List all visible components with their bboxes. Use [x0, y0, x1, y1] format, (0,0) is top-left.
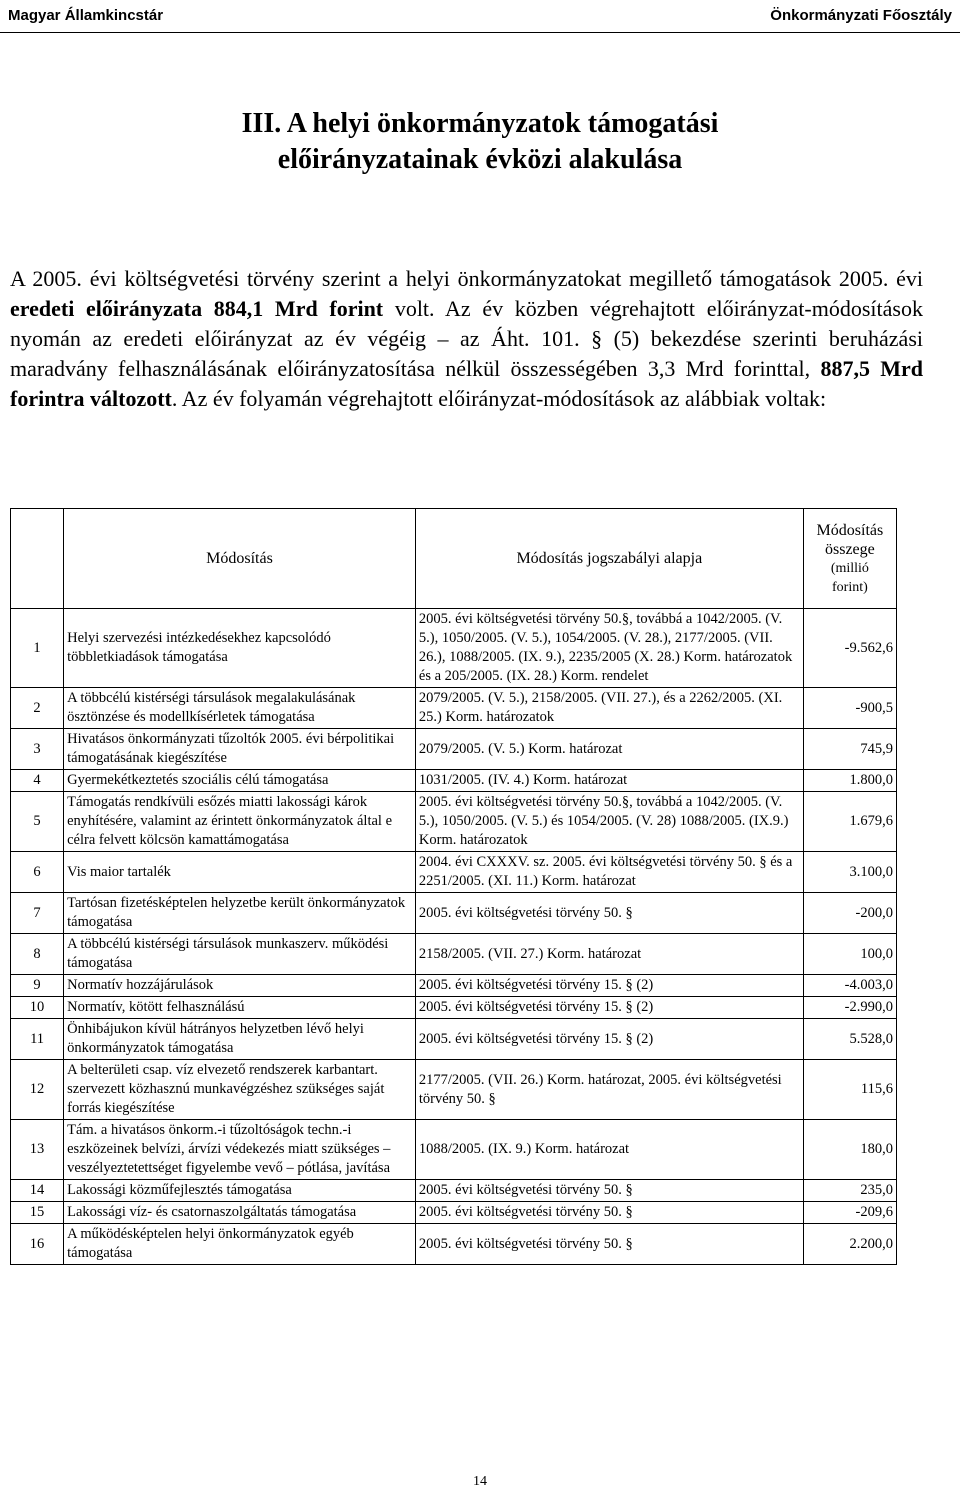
cell-num: 11 — [11, 1019, 64, 1060]
cell-law: 2005. évi költségvetési törvény 15. § (2) — [415, 975, 803, 997]
cell-mod: A többcélú kistérségi társulások munkaszerv. működési támogatása — [64, 934, 416, 975]
table-row — [11, 1224, 897, 1265]
table-row — [11, 1202, 897, 1224]
table-body — [11, 609, 897, 1265]
table-row — [11, 997, 897, 1019]
cell-num: 3 — [11, 729, 64, 770]
table-row — [11, 1019, 897, 1060]
page-header — [0, 0, 960, 36]
cell-law: 2005. évi költségvetési törvény 15. § (2) — [415, 1019, 803, 1060]
table-row — [11, 934, 897, 975]
cell-amt: -200,0 — [803, 893, 896, 934]
cell-mod: A működésképtelen helyi önkormányzatok egyéb támogatása — [64, 1224, 416, 1265]
cell-mod: Helyi szervezési intézkedésekhez kapcsolódó többletkiadások támogatása — [64, 609, 416, 688]
table-row — [11, 1180, 897, 1202]
table-header-row — [11, 509, 897, 609]
cell-num: 2 — [11, 688, 64, 729]
cell-amt: -209,6 — [803, 1202, 896, 1224]
table-row — [11, 688, 897, 729]
cell-law: 2004. évi CXXXV. sz. 2005. évi költségvetési törvény 50. § és a 2251/2005. (XI. 11.) Korm. határozat — [415, 852, 803, 893]
cell-num: 15 — [11, 1202, 64, 1224]
header-mod: Módosítás — [64, 509, 416, 609]
table-row — [11, 893, 897, 934]
cell-num: 12 — [11, 1060, 64, 1120]
table-row — [11, 1060, 897, 1120]
header-left: Magyar Államkincstár — [8, 7, 164, 24]
header-num — [11, 509, 64, 609]
cell-mod: Támogatás rendkívüli esőzés miatti lakossági károk enyhítésére, valamint az érintett önkormányzatok által e célra felvett kölcsön kamattámogatása — [64, 792, 416, 852]
table-row — [11, 609, 897, 688]
cell-amt: 235,0 — [803, 1180, 896, 1202]
cell-amt: -4.003,0 — [803, 975, 896, 997]
cell-mod: A többcélú kistérségi társulások megalakulásának ösztönzése és modellkísérletek támogatása — [64, 688, 416, 729]
cell-law: 2005. évi költségvetési törvény 50.§, továbbá a 1042/2005. (V. 5.), 1050/2005. (V. 5.), 1054/2005. (V. 28.), 2177/2005. (VII. 26.), 1088/2005. (IX. 9.), 2235/2005 (X. 28.) Korm. határozatok és a 205/2005. (IX. 28.) Korm. rendelet — [415, 609, 803, 688]
cell-law: 1088/2005. (IX. 9.) Korm. határozat — [415, 1120, 803, 1180]
cell-law: 2005. évi költségvetési törvény 50. § — [415, 1202, 803, 1224]
cell-mod: A belterületi csap. víz elvezető rendszerek karbantart. szervezett közhasznú munkavégzéshez szükséges saját forrás kiegészítése — [64, 1060, 416, 1120]
cell-law: 2079/2005. (V. 5.), 2158/2005. (VII. 27.), és a 2262/2005. (XI. 25.) Korm. határozatok — [415, 688, 803, 729]
cell-mod: Normatív hozzájárulások — [64, 975, 416, 997]
intro-paragraph: A 2005. évi költségvetési törvény szerint a helyi önkormányzatokat megillető támogatások 2005. évi eredeti előirányzata 884,1 Mrd forint volt. Az év közben végrehajtott előirányzat-módosítások nyomán az eredeti előirányzat az év végéig – az Áht. 101. § (5) bekezdése szerinti beruházási maradvány felhasználásának előirányzatosítása nélkül összességében 3,3 Mrd forinttal, 887,5 Mrd forintra változott. Az év folyamán végrehajtott előirányzat-módosítások az alábbiak voltak: — [10, 266, 924, 411]
cell-num: 16 — [11, 1224, 64, 1265]
cell-amt: -2.990,0 — [803, 997, 896, 1019]
cell-mod: Vis maior tartalék — [64, 852, 416, 893]
modifications-table — [10, 508, 897, 1265]
cell-mod: Lakossági víz- és csatornaszolgáltatás támogatása — [64, 1202, 416, 1224]
title-line-2: előirányzatainak évközi alakulása — [277, 144, 683, 175]
table-row — [11, 770, 897, 792]
cell-mod: Tartósan fizetésképtelen helyzetbe került önkormányzatok támogatása — [64, 893, 416, 934]
cell-mod: Lakossági közműfejlesztés támogatása — [64, 1180, 416, 1202]
cell-mod: Hivatásos önkormányzati tűzoltók 2005. évi bérpolitikai támogatásának kiegészítése — [64, 729, 416, 770]
cell-amt: 100,0 — [803, 934, 896, 975]
table-row — [11, 792, 897, 852]
cell-num: 9 — [11, 975, 64, 997]
cell-num: 14 — [11, 1180, 64, 1202]
cell-law: 2005. évi költségvetési törvény 50. § — [415, 893, 803, 934]
cell-mod: Önhibájukon kívül hátrányos helyzetben lévő helyi önkormányzatok támogatása — [64, 1019, 416, 1060]
cell-law: 2079/2005. (V. 5.) Korm. határozat — [415, 729, 803, 770]
cell-amt: 745,9 — [803, 729, 896, 770]
cell-mod: Gyermekétkeztetés szociális célú támogatása — [64, 770, 416, 792]
table-row — [11, 729, 897, 770]
table-row — [11, 1120, 897, 1180]
cell-law: 2177/2005. (VII. 26.) Korm. határozat, 2005. évi költségvetési törvény 50. § — [415, 1060, 803, 1120]
cell-num: 8 — [11, 934, 64, 975]
title-line-1: III. A helyi önkormányzatok támogatási — [241, 108, 719, 139]
table-row — [11, 852, 897, 893]
cell-amt: 1.679,6 — [803, 792, 896, 852]
cell-amt: -900,5 — [803, 688, 896, 729]
header-law: Módosítás jogszabályi alapja — [415, 509, 803, 609]
cell-mod: Normatív, kötött felhasználású — [64, 997, 416, 1019]
cell-law: 2005. évi költségvetési törvény 50.§, továbbá a 1042/2005. (V. 5.), 1050/2005. (V. 5.) és 1054/2005. (V. 28) 1088/2005. (IX.9.) Korm. határozatok — [415, 792, 803, 852]
cell-law: 2158/2005. (VII. 27.) Korm. határozat — [415, 934, 803, 975]
cell-law: 2005. évi költségvetési törvény 50. § — [415, 1224, 803, 1265]
table-row — [11, 975, 897, 997]
cell-law: 1031/2005. (IV. 4.) Korm. határozat — [415, 770, 803, 792]
cell-num: 6 — [11, 852, 64, 893]
cell-num: 7 — [11, 893, 64, 934]
cell-num: 10 — [11, 997, 64, 1019]
header-right: Önkormányzati Főosztály — [770, 7, 952, 24]
cell-num: 1 — [11, 609, 64, 688]
page-number: 14 — [473, 1474, 487, 1489]
cell-num: 5 — [11, 792, 64, 852]
cell-num: 4 — [11, 770, 64, 792]
cell-amt: 1.800,0 — [803, 770, 896, 792]
cell-law: 2005. évi költségvetési törvény 50. § — [415, 1180, 803, 1202]
cell-num: 13 — [11, 1120, 64, 1180]
cell-amt: 3.100,0 — [803, 852, 896, 893]
cell-amt: 5.528,0 — [803, 1019, 896, 1060]
cell-amt: 2.200,0 — [803, 1224, 896, 1265]
cell-amt: 115,6 — [803, 1060, 896, 1120]
cell-amt: -9.562,6 — [803, 609, 896, 688]
header-amount: Módosítás összege (millió forint) — [803, 509, 896, 609]
cell-law: 2005. évi költségvetési törvény 15. § (2) — [415, 997, 803, 1019]
cell-mod: Tám. a hivatásos önkorm.-i tűzoltóságok techn.-i eszközeinek belvízi, árvízi védekezés miatt szükséges – veszélyeztetettséget figyelembe vevő – pótlása, javítása — [64, 1120, 416, 1180]
cell-amt: 180,0 — [803, 1120, 896, 1180]
header-rule — [0, 32, 960, 33]
